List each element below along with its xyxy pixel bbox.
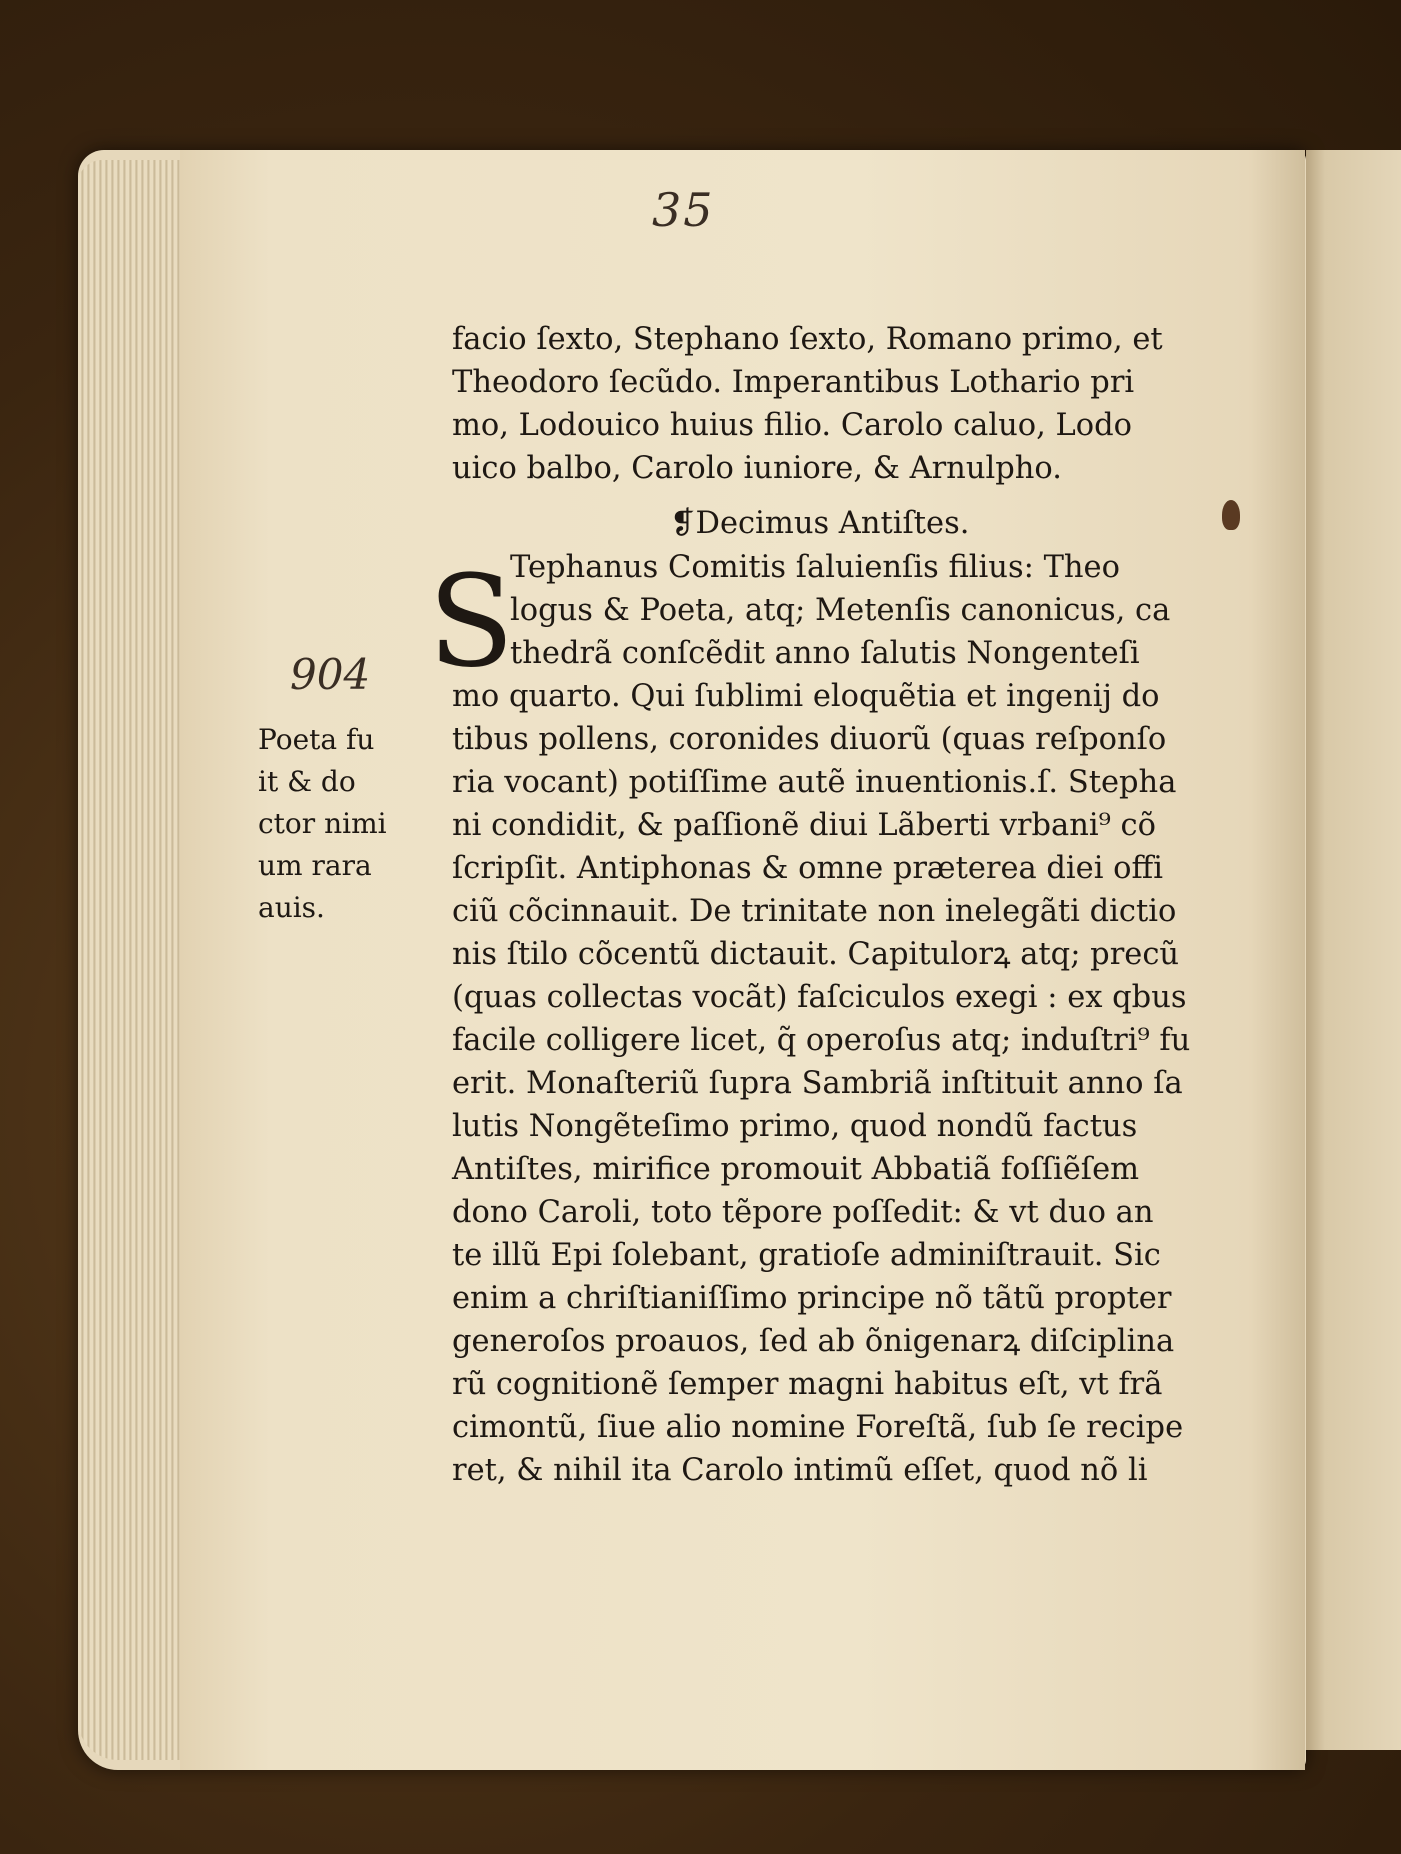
text-line: generoſos proauos, ſed ab õnigenarꝝ diſciplina (452, 1324, 1175, 1359)
text-line: enim a chriſtianiſſimo principe nõ tãtũ propter (452, 1281, 1172, 1316)
text-line: Theodoro ſecũdo. Imperantibus Lothario pri (452, 365, 1135, 400)
text-line: te illũ Epi ſolebant, gratioſe adminiſtrauit. Sic (452, 1238, 1161, 1273)
text-line: cimontũ, ſiue alio nomine Foreſtã, ſub ſe recipe (452, 1410, 1184, 1445)
text-line: dono Caroli, toto tẽpore poſſedit: & vt duo an (452, 1195, 1154, 1230)
margin-note-line: auis. (258, 891, 325, 924)
text-line: ſcripſit. Antiphonas & omne præterea diei offi (452, 851, 1163, 886)
text-line: erit. Monaſteriũ ſupra Sambriã inſtituit anno ſa (452, 1066, 1183, 1101)
text-line: mo, Lodouico huius filio. Carolo caluo, Lodo (452, 408, 1133, 443)
text-line: rũ cognitionẽ ſemper magni habitus eſt, vt frã (452, 1367, 1163, 1402)
section-heading: ❡Decimus Antiſtes. (670, 506, 970, 541)
margin-note-line: ctor nimi (258, 807, 387, 840)
text-line: ret, & nihil ita Carolo intimũ eſſet, quod nõ li (452, 1453, 1148, 1488)
text-line: mo quarto. Qui ſublimi eloquẽtia et ingenij do (452, 679, 1160, 714)
ornament-mark (1222, 500, 1240, 530)
margin-note-line: Poeta fu (258, 723, 375, 756)
text-line: tibus pollens, coronides diuorũ (quas reſponſo (452, 722, 1167, 757)
facing-page-edge (1306, 150, 1401, 1750)
text-line: uico balbo, Carolo iuniore, & Arnulpho. (452, 451, 1062, 486)
text-line: Antiſtes, mirifice promouit Abbatiã foſſiẽſem (452, 1152, 1140, 1187)
folio-number: 35 (652, 183, 715, 237)
text-line: facile colligere licet, q̃ operoſus atq; induſtri⁹ fu (452, 1023, 1191, 1058)
text-line: ria vocant) potiſſime autẽ inuentionis.ſ. Stepha (452, 765, 1177, 800)
text-line: ni condidit, & paſſionẽ diui Lãberti vrbani⁹ cõ (452, 808, 1156, 843)
margin-note-line: um rara (258, 849, 372, 882)
text-line: thedrã conſcẽdit anno ſalutis Nongenteſi (510, 636, 1140, 671)
drop-cap: S (428, 548, 515, 695)
text-line: ciũ cõcinnauit. De trinitate non inelegãti dictio (452, 894, 1177, 929)
margin-year-note: 904 (290, 650, 371, 699)
text-line: (quas collectas vocãt) faſciculos exegi : ex qbus (452, 980, 1187, 1015)
text-line: facio ſexto, Stephano ſexto, Romano primo, et (452, 322, 1163, 357)
text-line: nis ſtilo cõcentũ dictauit. Capitulorꝝ atq; precũ (452, 937, 1180, 972)
margin-note-line: it & do (258, 765, 356, 798)
text-line: Tephanus Comitis ſaluienſis filius: Theo (510, 550, 1120, 585)
text-line: logus & Poeta, atq; Metenſis canonicus, ca (510, 593, 1171, 628)
text-line: lutis Nongẽteſimo primo, quod nondũ factus (452, 1109, 1138, 1144)
